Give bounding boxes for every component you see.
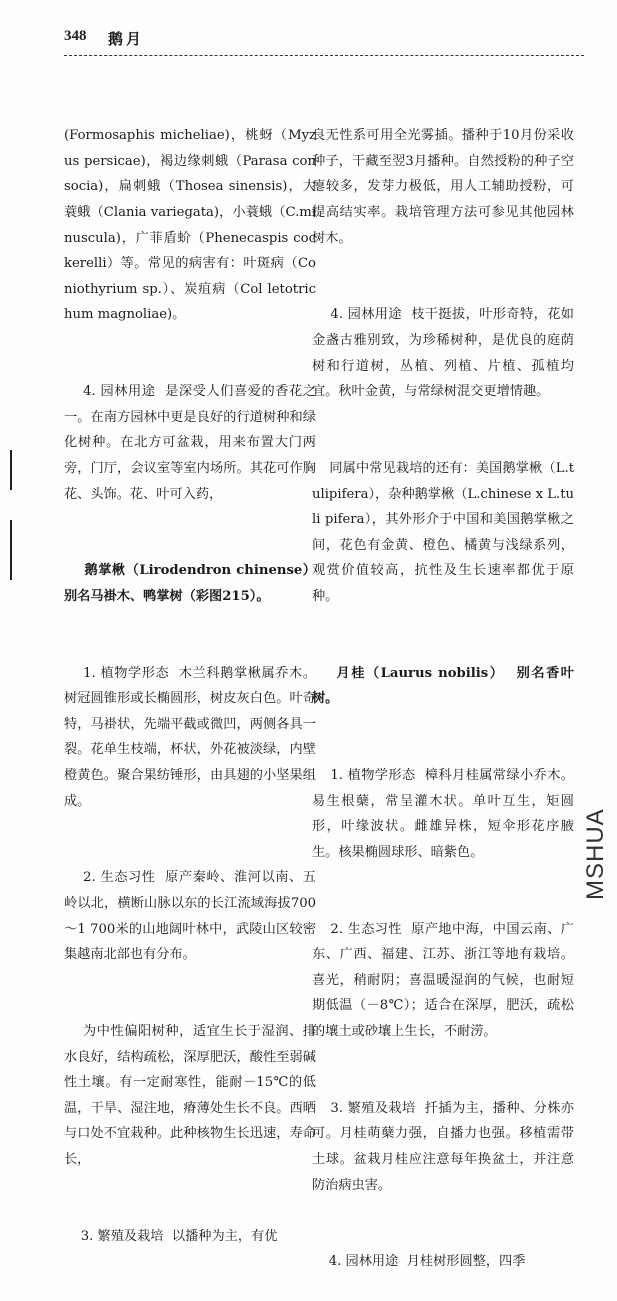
left-column bbox=[64, 72, 316, 1275]
right-column bbox=[312, 72, 574, 1301]
page-number: 348 bbox=[64, 28, 87, 44]
paragraph: 4. 园林用途 是深受人们喜爱的香花之一。在南方园林中更是良好的行道树种和绿化树种。在北方可盆栽，用来布置大门两旁，门厅，会议室等室内场所。其花可作胸花、头饰。花、叶可入药， bbox=[64, 384, 316, 502]
paragraph: 同属中常见栽培的还有：美国鹅掌楸（L.tulipifera），杂种鹅掌楸（L.chinese x L.tuli pifera），其外形介于中国和美国鹅掌楸之间，花色有金黄、橙色、橘黄与浅绿系列，观赏价值较高，抗性及生长速率都优于原种。 bbox=[312, 460, 574, 604]
paragraph: (Formosaphis micheliae)，桃蚜（Myzus persicae)，褐边缘刺蛾（Parasa consocia)，扁刺蛾（Thosea sinensis)，大蓑蛾（Clania variegata)，小蓑蛾（C.minuscula)，广菲盾蚧（Phenecaspis cockerelli）等。常见的病害有：叶斑病（Coniothyrium sp.）、炭疽病（Col letotrichum magnoliae)。 bbox=[64, 128, 316, 323]
header-rule bbox=[64, 55, 584, 56]
paragraph: 4. 园林用途 月桂树形圆整，四季 bbox=[312, 1254, 526, 1270]
species-heading: 鹅掌楸（Lirodendron chinense）别名马褂木、鸭掌树（彩图215）。 bbox=[64, 563, 316, 604]
paragraph: 3. 繁殖及栽培 以播种为主，有优 bbox=[64, 1228, 278, 1244]
paragraph: 2. 生态习性 原产秦岭、淮河以南、五岭以北，横断山脉以东的长江流域海拔700～1 700米的山地阔叶林中，武陵山区较密集越南北部也有分布。 bbox=[64, 870, 316, 963]
paragraph: 良无性系可用全光雾插。播种于10月份采收种子，干藏至翌3月播种。自然授粉的种子空瘪较多，发芽力极低，用人工辅助授粉，可提高结实率。栽培管理方法可参见其他园林树木。 bbox=[312, 128, 574, 246]
paragraph: 4. 园林用途 枝干挺拔，叶形奇特，花如金盏古雅别致，为珍稀树种，是优良的庭荫树和行道树，丛植、列植、片植、孤植均宜。秋叶金黄，与常绿树混交更增情趣。 bbox=[312, 307, 574, 400]
page-header bbox=[64, 28, 584, 54]
paragraph: 3. 繁殖及栽培 扦插为主，播种、分株亦可。月桂萌蘖力强，自播力也强。移植需带土球。盆栽月桂应注意每年换盆土，并注意防治病虫害。 bbox=[312, 1100, 574, 1193]
scan-margin-mark bbox=[10, 450, 12, 490]
paragraph: 为中性偏阳树种，适宜生长于湿润、排水良好，结构疏松，深厚肥沃，酸性至弱碱性土壤。有一定耐寒性，能耐－15℃的低温，干旱、湿注地，瘠薄处生长不良。西晒与口处不宜栽种。此种核物生长迅速，寿命长， bbox=[64, 1023, 316, 1167]
paragraph: 1. 植物学形态 木兰科鹅掌楸属乔木。树冠圆锥形或长椭圆形，树皮灰白色。叶奇特，马褂状，先端平截或微凹，两侧各具一裂。花单生枝端，杯状，外花被淡绿，内壁橙黄色。聚合果纺锤形，由具翅的小坚果组成。 bbox=[64, 665, 316, 809]
watermark: MSHUA bbox=[582, 808, 609, 900]
paragraph: 1. 植物学形态 樟科月桂属常绿小乔木。易生根蘖，常呈灌木状。单叶互生，矩圆形，叶缘波状。雌雄异株，短伞形花序腋生。核果椭圆球形、暗紫色。 bbox=[312, 768, 574, 860]
paragraph: 2. 生态习性 原产地中海，中国云南、广东、广西、福建、江苏、浙江等地有栽培。喜光，稍耐阴；喜温暖湿润的气候，也耐短期低温（－8℃）；适合在深厚，肥沃，疏松的壤土或砂壤上生长，不耐涝。 bbox=[312, 921, 574, 1039]
scan-margin-mark bbox=[10, 520, 12, 580]
running-title: 鹅月 bbox=[108, 30, 145, 48]
species-heading: 月桂（Laurus nobilis） 别名香叶树。 bbox=[312, 665, 574, 707]
